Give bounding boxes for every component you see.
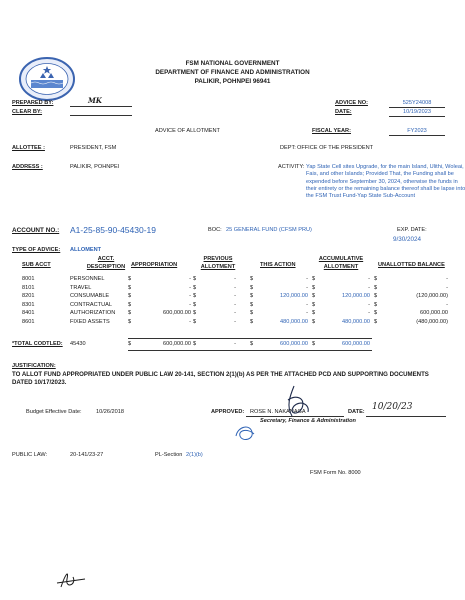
prepared-by-label: PREPARED BY: [12, 100, 54, 106]
dollar-sign: $ [374, 284, 378, 291]
cell-previous-allotment: - [234, 293, 236, 300]
cell-this-action: - [306, 310, 308, 317]
cell-this-action: - [306, 301, 308, 308]
dollar-sign: $ [250, 276, 254, 282]
dollar-sign: $ [128, 293, 132, 300]
dollar-sign: $ [193, 293, 197, 300]
total-previous: - [234, 341, 236, 347]
org-name: FSM NATIONAL GOVERNMENT [185, 60, 280, 67]
dollar-sign: $ [128, 310, 132, 317]
total-dollar-sign: $ [250, 341, 254, 347]
justification-label: JUSTIFICATION: [12, 363, 56, 369]
col-header-unallotted-balance: UNALLOTTED BALANCE [378, 262, 445, 268]
prepared-by-initials: MK [88, 96, 102, 105]
budget-effective-date: 10/26/2018 [96, 409, 124, 415]
cell-this-action: - [306, 284, 308, 291]
cell-accumulative-allotment: 480,000.00 [342, 319, 370, 325]
dollar-sign: $ [193, 284, 197, 291]
form-number: FSM Form No. 8000 [310, 470, 361, 476]
dollar-sign: $ [250, 284, 254, 291]
cell-description: AUTHORIZATION [70, 310, 116, 317]
dollar-sign: $ [312, 293, 316, 300]
cell-description: TRAVEL [70, 284, 92, 291]
budget-effective-label: Budget Effective Date: [26, 409, 82, 415]
cell-previous-allotment: - [234, 310, 236, 317]
cell-previous-allotment: - [234, 319, 236, 325]
cell-this-action: 120,000.00 [280, 293, 308, 300]
dollar-sign: $ [312, 301, 316, 308]
dollar-sign: $ [128, 284, 132, 291]
cell-sub-acct: 8401 [22, 310, 35, 317]
total-dollar-sign: $ [312, 341, 316, 347]
clear-by-line [70, 115, 132, 116]
approval-date-label: DATE: [348, 409, 365, 415]
type-of-advice-value: ALLOMENT [70, 247, 102, 253]
cell-this-action: - [306, 276, 308, 282]
advice-no-value: 525Y24008 [389, 100, 445, 108]
cell-unallotted-balance: (120,000.00) [416, 293, 448, 300]
col-header-accumulative-allotment: ALLOTMENT [323, 264, 359, 270]
account-no-label: ACCOUNT NO.: [12, 227, 60, 234]
cell-description: CONTRACTUAL [70, 301, 112, 308]
dollar-sign: $ [250, 301, 254, 308]
cell-unallotted-balance: - [446, 301, 448, 308]
fiscal-year-label: FISCAL YEAR: [312, 128, 351, 134]
document-title: ADVICE OF ALLOTMENT [155, 128, 220, 134]
dollar-sign: $ [193, 301, 197, 308]
cell-this-action: 480,000.00 [280, 319, 308, 325]
dollar-sign: $ [250, 310, 254, 317]
dollar-sign: $ [374, 293, 378, 300]
cell-unallotted-balance: 600,000.00 [420, 310, 448, 317]
initials-mark-blue [232, 422, 258, 444]
allottee-label: ALLOTTEE : [12, 145, 45, 151]
cell-unallotted-balance: - [446, 284, 448, 291]
cell-appropriation: 600,000.00 [163, 310, 191, 317]
col-header-acct: ACCT. [97, 256, 115, 262]
dollar-sign: $ [374, 319, 378, 325]
dept-value: OFFICE OF THE PRESIDENT [297, 145, 374, 151]
cell-appropriation: - [189, 293, 191, 300]
dollar-sign: $ [128, 301, 132, 308]
cell-previous-allotment: - [234, 276, 236, 282]
date-label: DATE: [335, 109, 352, 115]
col-header-previous: PREVIOUS [203, 256, 233, 262]
cell-accumulative-allotment: - [368, 310, 370, 317]
dollar-sign: $ [128, 319, 132, 325]
public-law-label: PUBLIC LAW: [12, 452, 48, 458]
boc-value: 25 GENERAL FUND (CFSM PRU) [226, 227, 312, 233]
cell-description: PERSONNEL [70, 276, 105, 282]
cell-appropriation: - [189, 301, 191, 308]
total-this-action: 600,000.00 [280, 341, 308, 347]
dollar-sign: $ [374, 310, 378, 317]
total-dollar-sign: $ [128, 341, 132, 347]
total-dollar-sign: $ [193, 341, 197, 347]
cell-accumulative-allotment: - [368, 301, 370, 308]
cell-description: FIXED ASSETS [70, 319, 110, 325]
type-of-advice-label: TYPE OF ADVICE: [12, 247, 61, 253]
activity-label: ACTIVITY: [278, 164, 305, 170]
cell-accumulative-allotment: 120,000.00 [342, 293, 370, 300]
dollar-sign: $ [374, 276, 378, 282]
dollar-sign: $ [250, 293, 254, 300]
address-value: PALIKIR, POHNPEI [70, 164, 120, 170]
cell-appropriation: - [189, 284, 191, 291]
address-line: PALIKIR, POHNPEI 96941 [194, 78, 271, 85]
cell-appropriation: - [189, 276, 191, 282]
cell-sub-acct: 8301 [22, 301, 35, 308]
allottee-value: PRESIDENT, FSM [70, 145, 117, 151]
cell-sub-acct: 8601 [22, 319, 35, 325]
cell-sub-acct: 8201 [22, 293, 35, 300]
approval-date-line [366, 416, 446, 417]
col-header-description: DESCRIPTION [86, 264, 126, 270]
prepared-by-line [70, 106, 132, 107]
dept-label: DEPT: [280, 145, 296, 151]
cell-accumulative-allotment: - [368, 284, 370, 291]
cell-unallotted-balance: (480,000.00) [416, 319, 448, 325]
dollar-sign: $ [250, 319, 254, 325]
dollar-sign: $ [312, 284, 316, 291]
department-name: DEPARTMENT OF FINANCE AND ADMINISTRATION [155, 69, 310, 76]
cell-previous-allotment: - [234, 284, 236, 291]
cell-unallotted-balance: - [446, 276, 448, 282]
total-label: *TOTAL CODTLED: [12, 341, 63, 347]
col-header-this-action: THIS ACTION [260, 262, 296, 268]
dollar-sign: $ [312, 276, 316, 282]
bottom-signature-scribble [55, 565, 91, 593]
approver-title: Secretary, Finance & Administration [260, 418, 356, 424]
account-no-value: A1-25-85-90-45430-19 [70, 225, 157, 235]
exp-date-value: 9/30/2024 [393, 236, 422, 243]
cell-description: CONSUMABLE [70, 293, 110, 300]
dollar-sign: $ [128, 276, 132, 282]
dollar-sign: $ [193, 276, 197, 282]
date-value: 10/19/2023 [389, 109, 445, 117]
activity-description: Yap State Cell sites Upgrade, for the main Island, Ulithi, Woleai, Fais, and other Islands; Provided That, the Funding shall be expended before September 30, 2024, otherwise the funds in their entirety or the remaining balance thereof shall be lapse into the FSM Trust Fund-Yap State Sub-Account [306, 164, 465, 200]
approver-signature [280, 382, 320, 426]
cell-sub-acct: 8101 [22, 284, 35, 291]
total-code: 45430 [70, 341, 86, 347]
dollar-sign: $ [312, 319, 316, 325]
total-bottom-rule [128, 350, 372, 351]
approval-date-handwritten: 10/20/23 [372, 402, 413, 412]
public-law-value: 20-141/23-27 [70, 452, 104, 458]
col-header-appropriation: APPROPRIATION [131, 262, 178, 268]
total-top-rule [128, 338, 372, 339]
col-header-accumulative: ACCUMULATIVE [318, 256, 364, 262]
approver-name: ROSE N. NAKANAGA [250, 409, 306, 415]
dollar-sign: $ [312, 310, 316, 317]
col-header-sub-acct: SUB ACCT [22, 262, 51, 268]
justification-text: TO ALLOT FUND APPROPRIATED UNDER PUBLIC LAW 20-141, SECTION 2(1)(b) AS PER THE ATTACHED PCD AND SUPPORTING DOCUMENTS DATED 10/17/2023. [12, 371, 429, 387]
dollar-sign: $ [374, 301, 378, 308]
dollar-sign: $ [193, 310, 197, 317]
cell-appropriation: - [189, 319, 191, 325]
dollar-sign: $ [193, 319, 197, 325]
boc-label: BOC: [208, 227, 222, 233]
total-accumulative: 600,000.00 [342, 341, 370, 347]
fiscal-year-value: FY2023 [389, 128, 445, 136]
cell-sub-acct: 8001 [22, 276, 35, 282]
pl-section-value: 2(1)(b) [186, 452, 203, 458]
approved-label: APPROVED: [211, 409, 245, 415]
cell-accumulative-allotment: - [368, 276, 370, 282]
col-header-allotment: ALLOTMENT [200, 264, 236, 270]
total-appropriation: 600,000.00 [163, 341, 191, 347]
exp-date-label: EXP. DATE: [397, 227, 427, 233]
address-label: ADDRESS : [12, 164, 43, 170]
cell-previous-allotment: - [234, 301, 236, 308]
pl-section-label: PL-Section [155, 452, 183, 458]
advice-no-label: ADVICE NO: [335, 100, 368, 106]
clear-by-label: CLEAR BY: [12, 109, 43, 115]
